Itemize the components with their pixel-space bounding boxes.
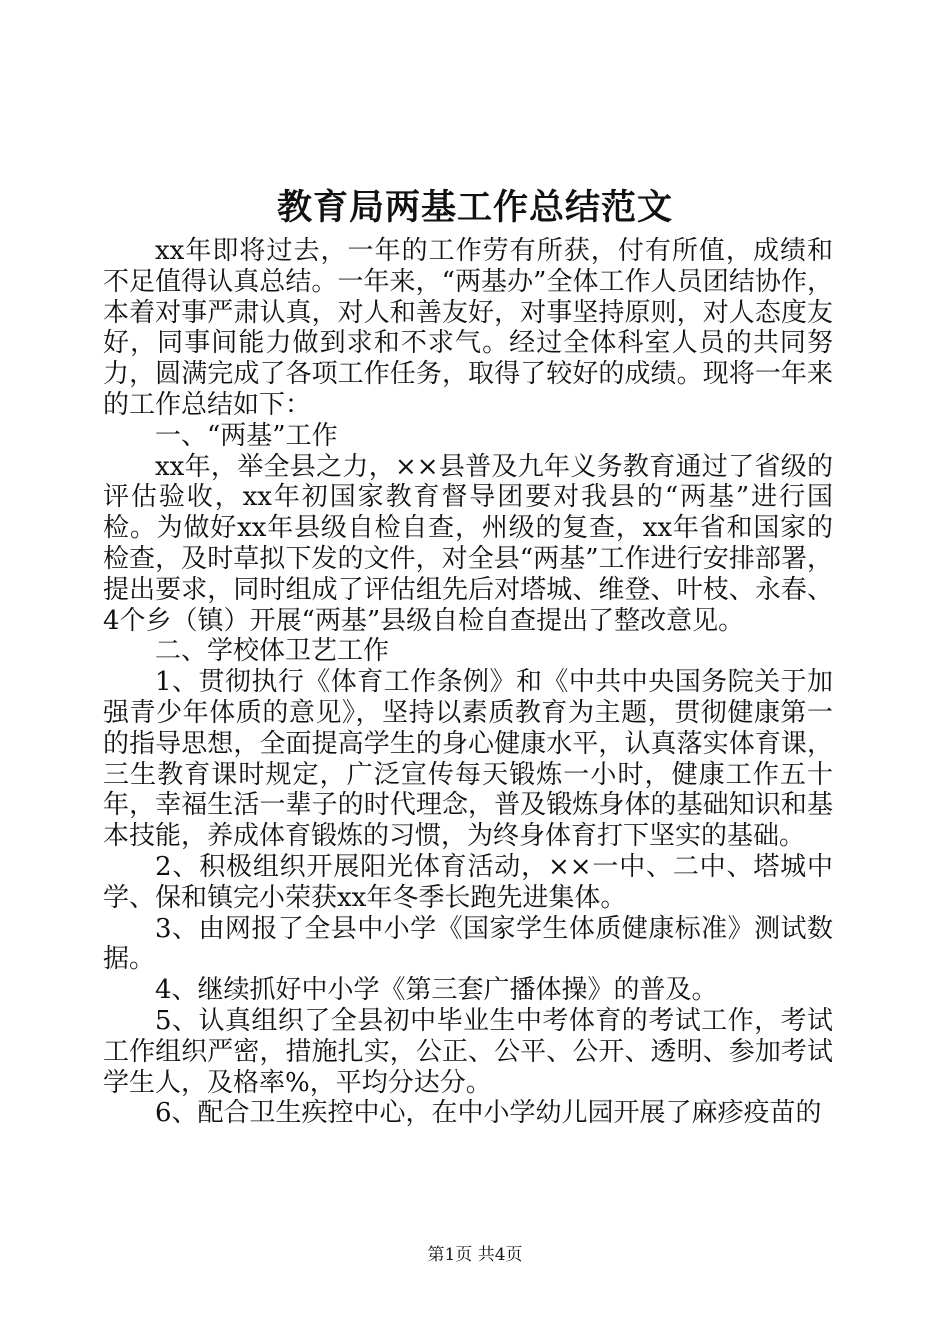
- page-footer: 第1页 共4页: [427, 1245, 523, 1265]
- list-item-5: 5、认真组织了全县初中毕业生中考体育的考试工作，考试工作组织严密，措施扎实，公正、公平、公开、透明、参加考试学生人，及格率%，平均分达分。: [103, 1005, 833, 1098]
- section-heading-school-pe: 二、学校体卫艺工作: [155, 636, 390, 667]
- document-title: 教育局两基工作总结范文: [276, 187, 673, 228]
- list-item-6: 6、配合卫生疾控中心，在中小学幼儿园开展了麻疹疫苗的: [155, 1098, 822, 1129]
- section-heading-liangji: 一、“两基”工作: [155, 420, 338, 451]
- paragraph-intro: xx年即将过去，一年的工作劳有所获，付有所值，成绩和不足值得认真总结。一年来，“两基办”全体工作人员团结协作，本着对事严肃认真，对人和善友好，对事坚持原则，对人态度友好，同事间能力做到求和不求气。经过全体科室人员的共同努力，圆满完成了各项工作任务，取得了较好的成绩。现将一年来的工作总结如下：: [103, 236, 833, 420]
- list-item-3: 3、由网报了全县中小学《国家学生体质健康标准》测试数据。: [103, 913, 833, 975]
- document-body: [103, 236, 833, 1129]
- list-item-4: 4、继续抓好中小学《第三套广播体操》的普及。: [155, 975, 718, 1006]
- list-item-1: 1、贯彻执行《体育工作条例》和《中共中央国务院关于加强青少年体质的意见》，坚持以素质教育为主题，贯彻健康第一的指导思想，全面提高学生的身心健康水平，认真落实体育课，三生教育课时规定，广泛宣传每天锻炼一小时，健康工作五十年，幸福生活一辈子的时代理念，普及锻炼身体的基础知识和基本技能，养成体育锻炼的习惯，为终身体育打下坚实的基础。: [103, 667, 833, 852]
- list-item-2: 2、积极组织开展阳光体育活动，××一中、二中、塔城中学、保和镇完小荣获xx年冬季长跑先进集体。: [103, 851, 833, 913]
- paragraph-liangji-work: xx年，举全县之力，××县普及九年义务教育通过了省级的评估验收，xx年初国家教育督导团要对我县的“两基”进行国检。为做好xx年县级自检自查，州级的复查，xx年省和国家的检查，及时草拟下发的文件，对全县“两基”工作进行安排部署，提出要求，同时组成了评估组先后对塔城、维登、叶枝、永春、4个乡（镇）开展“两基”县级自检自查提出了整改意见。: [103, 451, 833, 636]
